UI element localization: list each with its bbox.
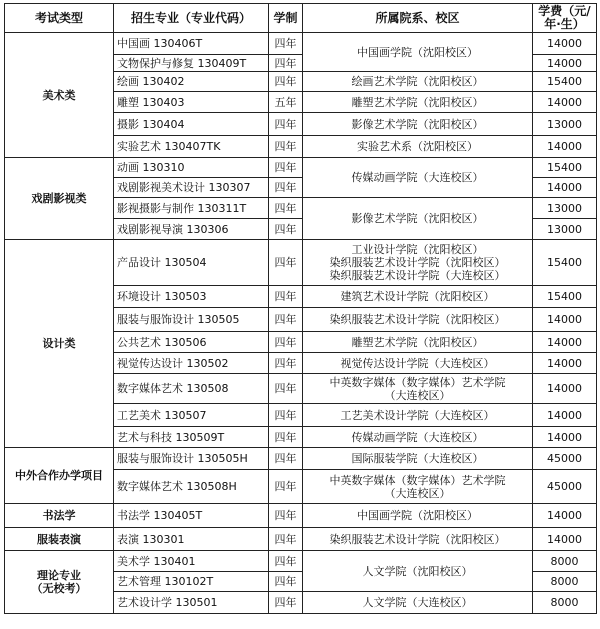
fee-cell: 14000 bbox=[533, 33, 597, 55]
fee-cell: 45000 bbox=[533, 470, 597, 504]
major-cell: 文物保护与修复 130409T bbox=[114, 55, 269, 72]
fee-cell: 14000 bbox=[533, 136, 597, 158]
major-cell: 产品设计 130504 bbox=[114, 240, 269, 286]
category-fine-arts: 美术类 bbox=[5, 33, 114, 158]
college-cell: 雕塑艺术学院（沈阳校区） bbox=[303, 332, 533, 353]
header-major: 招生专业（专业代码） bbox=[114, 4, 269, 33]
major-cell: 服装与服饰设计 130505H bbox=[114, 448, 269, 470]
fee-cell: 15400 bbox=[533, 240, 597, 286]
fee-cell: 14000 bbox=[533, 178, 597, 198]
duration-cell: 五年 bbox=[269, 92, 303, 113]
duration-cell: 四年 bbox=[269, 308, 303, 332]
duration-cell: 四年 bbox=[269, 72, 303, 92]
duration-cell: 四年 bbox=[269, 592, 303, 614]
duration-cell: 四年 bbox=[269, 219, 303, 240]
major-cell: 公共艺术 130506 bbox=[114, 332, 269, 353]
fee-cell: 8000 bbox=[533, 572, 597, 592]
duration-cell: 四年 bbox=[269, 158, 303, 178]
college-cell: 影像艺术学院（沈阳校区） bbox=[303, 198, 533, 240]
header-category: 考试类型 bbox=[5, 4, 114, 33]
duration-cell: 四年 bbox=[269, 240, 303, 286]
fee-cell: 15400 bbox=[533, 158, 597, 178]
college-cell: 传媒动画学院（大连校区） bbox=[303, 427, 533, 448]
fee-cell: 14000 bbox=[533, 504, 597, 528]
college-cell: 影像艺术学院（沈阳校区） bbox=[303, 113, 533, 136]
college-cell: 人文学院（大连校区） bbox=[303, 592, 533, 614]
major-cell: 艺术与科技 130509T bbox=[114, 427, 269, 448]
major-cell: 戏剧影视导演 130306 bbox=[114, 219, 269, 240]
table-row bbox=[5, 158, 597, 178]
duration-cell: 四年 bbox=[269, 528, 303, 551]
fee-cell: 14000 bbox=[533, 374, 597, 404]
major-cell: 书法学 130405T bbox=[114, 504, 269, 528]
fee-cell: 14000 bbox=[533, 55, 597, 72]
duration-cell: 四年 bbox=[269, 404, 303, 427]
college-cell: 染织服装艺术设计学院（沈阳校区） bbox=[303, 308, 533, 332]
major-cell: 美术学 130401 bbox=[114, 551, 269, 572]
table-row bbox=[5, 551, 597, 572]
college-cell: 人文学院（沈阳校区） bbox=[303, 551, 533, 592]
tuition-table bbox=[4, 3, 597, 614]
college-cell: 中英数字媒体（数字媒体）艺术学院 （大连校区） bbox=[303, 470, 533, 504]
fee-cell: 14000 bbox=[533, 353, 597, 374]
fee-cell: 45000 bbox=[533, 448, 597, 470]
duration-cell: 四年 bbox=[269, 178, 303, 198]
fee-cell: 14000 bbox=[533, 308, 597, 332]
major-cell: 服装与服饰设计 130505 bbox=[114, 308, 269, 332]
college-cell: 绘画艺术学院（沈阳校区） bbox=[303, 72, 533, 92]
major-cell: 戏剧影视美术设计 130307 bbox=[114, 178, 269, 198]
header-row bbox=[5, 4, 597, 33]
college-cell: 雕塑艺术学院（沈阳校区） bbox=[303, 92, 533, 113]
duration-cell: 四年 bbox=[269, 374, 303, 404]
major-cell: 雕塑 130403 bbox=[114, 92, 269, 113]
fee-cell: 14000 bbox=[533, 427, 597, 448]
header-fee: 学费（元/ 年·生） bbox=[533, 4, 597, 33]
duration-cell: 四年 bbox=[269, 448, 303, 470]
college-cell: 染织服装艺术设计学院（沈阳校区） bbox=[303, 528, 533, 551]
major-cell: 动画 130310 bbox=[114, 158, 269, 178]
major-cell: 艺术设计学 130501 bbox=[114, 592, 269, 614]
major-cell: 视觉传达设计 130502 bbox=[114, 353, 269, 374]
fee-cell: 8000 bbox=[533, 592, 597, 614]
duration-cell: 四年 bbox=[269, 427, 303, 448]
fee-cell: 13000 bbox=[533, 113, 597, 136]
fee-cell: 15400 bbox=[533, 286, 597, 308]
table-row bbox=[5, 240, 597, 286]
major-cell: 表演 130301 bbox=[114, 528, 269, 551]
college-cell: 中国画学院（沈阳校区） bbox=[303, 504, 533, 528]
major-cell: 绘画 130402 bbox=[114, 72, 269, 92]
category-theory: 理论专业 （无校考） bbox=[5, 551, 114, 614]
header-duration: 学制 bbox=[269, 4, 303, 33]
duration-cell: 四年 bbox=[269, 33, 303, 55]
major-cell: 数字媒体艺术 130508H bbox=[114, 470, 269, 504]
duration-cell: 四年 bbox=[269, 55, 303, 72]
duration-cell: 四年 bbox=[269, 572, 303, 592]
duration-cell: 四年 bbox=[269, 504, 303, 528]
college-cell: 视觉传达设计学院（大连校区） bbox=[303, 353, 533, 374]
fee-cell: 14000 bbox=[533, 92, 597, 113]
fee-cell: 14000 bbox=[533, 528, 597, 551]
fee-cell: 15400 bbox=[533, 72, 597, 92]
table-row bbox=[5, 504, 597, 528]
duration-cell: 四年 bbox=[269, 136, 303, 158]
major-cell: 实验艺术 130407TK bbox=[114, 136, 269, 158]
college-cell: 工艺美术设计学院（大连校区） bbox=[303, 404, 533, 427]
fee-cell: 8000 bbox=[533, 551, 597, 572]
major-cell: 摄影 130404 bbox=[114, 113, 269, 136]
duration-cell: 四年 bbox=[269, 198, 303, 219]
duration-cell: 四年 bbox=[269, 551, 303, 572]
fee-cell: 13000 bbox=[533, 219, 597, 240]
major-cell: 数字媒体艺术 130508 bbox=[114, 374, 269, 404]
duration-cell: 四年 bbox=[269, 113, 303, 136]
college-cell: 中英数字媒体（数字媒体）艺术学院 （大连校区） bbox=[303, 374, 533, 404]
duration-cell: 四年 bbox=[269, 353, 303, 374]
college-cell: 中国画学院（沈阳校区） bbox=[303, 33, 533, 72]
header-college: 所属院系、校区 bbox=[303, 4, 533, 33]
college-cell: 建筑艺术设计学院（沈阳校区） bbox=[303, 286, 533, 308]
fee-cell: 13000 bbox=[533, 198, 597, 219]
major-cell: 艺术管理 130102T bbox=[114, 572, 269, 592]
category-design: 设计类 bbox=[5, 240, 114, 448]
major-cell: 影视摄影与制作 130311T bbox=[114, 198, 269, 219]
table-row bbox=[5, 528, 597, 551]
college-cell: 工业设计学院（沈阳校区） 染织服装艺术设计学院（沈阳校区） 染织服装艺术设计学院（大连校区） bbox=[303, 240, 533, 286]
category-sino-foreign: 中外合作办学项目 bbox=[5, 448, 114, 504]
fee-cell: 14000 bbox=[533, 404, 597, 427]
college-cell: 传媒动画学院（大连校区） bbox=[303, 158, 533, 198]
table-row bbox=[5, 33, 597, 55]
major-cell: 环境设计 130503 bbox=[114, 286, 269, 308]
fee-cell: 14000 bbox=[533, 332, 597, 353]
duration-cell: 四年 bbox=[269, 470, 303, 504]
major-cell: 中国画 130406T bbox=[114, 33, 269, 55]
category-costume-performance: 服装表演 bbox=[5, 528, 114, 551]
college-cell: 实验艺术系（沈阳校区） bbox=[303, 136, 533, 158]
category-calligraphy: 书法学 bbox=[5, 504, 114, 528]
duration-cell: 四年 bbox=[269, 286, 303, 308]
duration-cell: 四年 bbox=[269, 332, 303, 353]
major-cell: 工艺美术 130507 bbox=[114, 404, 269, 427]
table-row bbox=[5, 448, 597, 470]
category-drama: 戏剧影视类 bbox=[5, 158, 114, 240]
college-cell: 国际服装学院（大连校区） bbox=[303, 448, 533, 470]
